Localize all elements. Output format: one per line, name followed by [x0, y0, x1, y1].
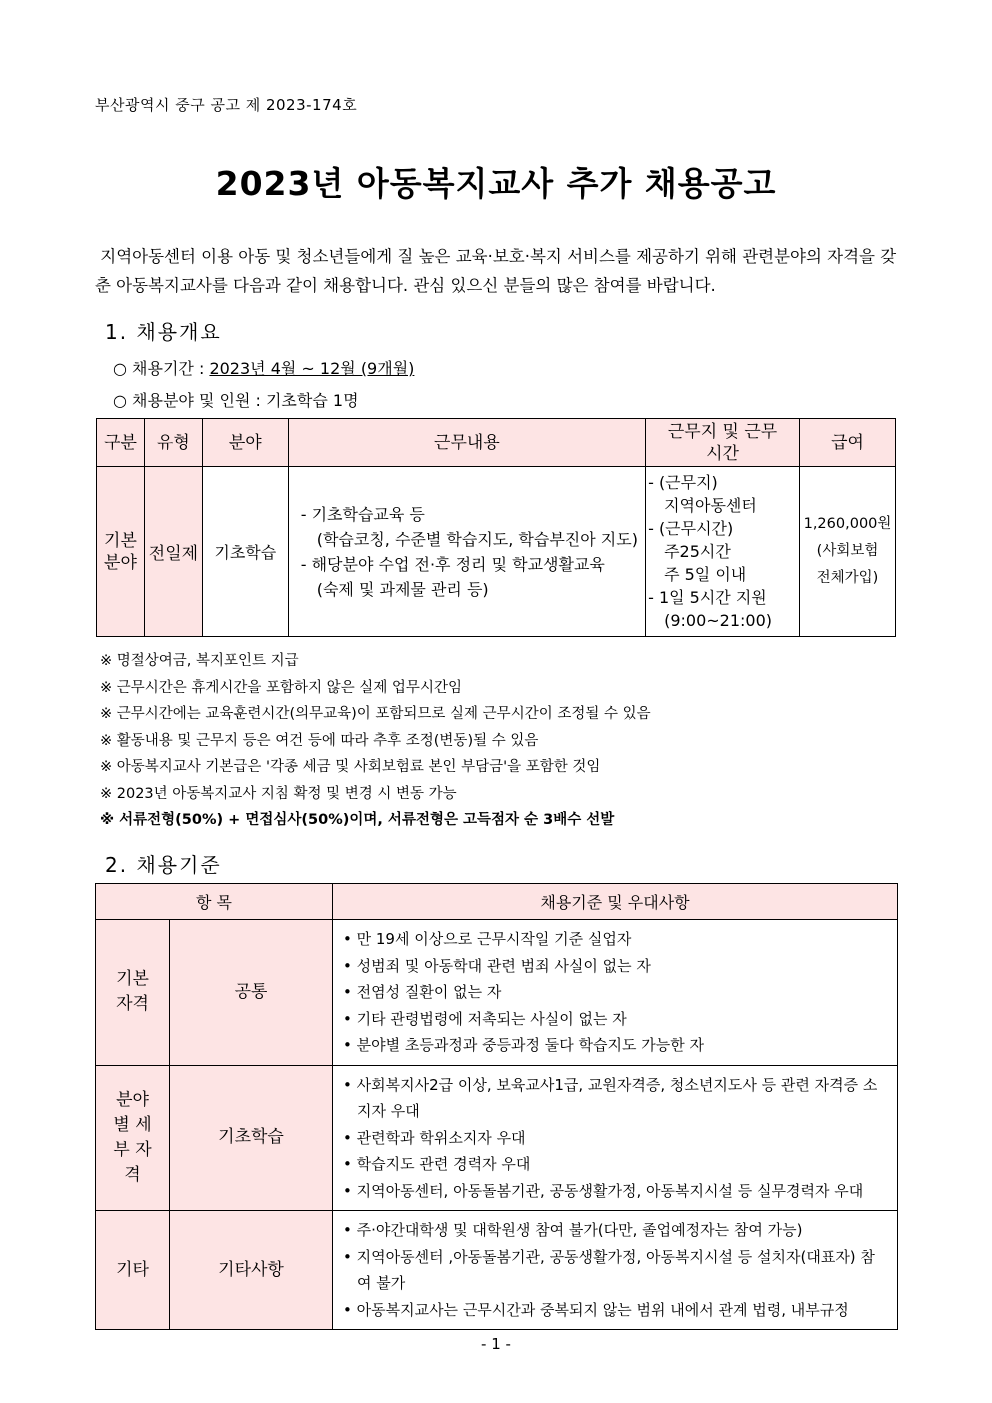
list-item: • 전염성 질환이 없는 자 [343, 983, 502, 1001]
table-row [96, 920, 898, 1066]
note-item: ※ 명절상여금, 복지포인트 지급 [100, 653, 299, 669]
place-line: - (근무시간) [648, 519, 734, 538]
place-line: 주 5일 이내 [664, 565, 747, 584]
page-title: 2023년 아동복지교사 추가 채용공고 [215, 164, 777, 203]
criteria-sub: 기타사항 [170, 1211, 333, 1330]
duty-line: (숙제 및 과제물 관리 등) [316, 579, 489, 599]
table-row [97, 467, 896, 637]
col-header-type: 유형 [144, 419, 202, 467]
group-label: 분야별 세부 자격 [113, 1089, 152, 1185]
note-item: ※ 근무시간에는 교육훈련시간(의무교육)이 포함되므로 실제 근무시간이 조정될 수 있음 [100, 706, 651, 722]
criteria-group [96, 920, 170, 1066]
list-item: • 관련학과 학위소지자 우대 [343, 1128, 526, 1147]
place-line: - 1일 5시간 지원 [648, 588, 767, 607]
criteria-group [96, 1065, 170, 1211]
notice-number: 부산광역시 중구 공고 제 2023-174호 [95, 96, 358, 114]
salary-line: 전체가입) [816, 570, 879, 586]
table-row [96, 1065, 898, 1211]
list-item: • 성범죄 및 아동학대 관련 범죄 사실이 없는 자 [343, 956, 651, 975]
criteria-items [333, 920, 898, 1066]
list-item: • 지역아동센터, 아동돌봄기관, 공동생활가정, 아동복지시설 등 실무경력자 우대 [343, 1181, 864, 1200]
place-line: 주25시간 [664, 542, 731, 561]
recruitment-table [96, 418, 896, 637]
category-text: 기본 분야 [104, 530, 137, 573]
section2-title: 2. 채용기준 [105, 853, 222, 877]
list-item: • 만 19세 이상으로 근무시작일 기준 실업자 [343, 930, 632, 948]
criteria-items [333, 1211, 898, 1330]
col-header-category: 구분 [97, 419, 145, 467]
section1-title: 1. 채용개요 [105, 320, 222, 344]
list-item: • 주·야간대학생 및 대학원생 참여 불가(다만, 졸업예정자는 참여 가능) [343, 1221, 803, 1239]
note-item: ※ 근무시간은 휴게시간을 포함하지 않은 실제 업무시간임 [100, 679, 462, 696]
duty-line: (학습코칭, 수준별 학습지도, 학습부진아 지도) [316, 529, 638, 549]
list-item: • 학습지도 관련 경력자 우대 [343, 1155, 531, 1173]
period-line [113, 356, 414, 379]
place-line: 지역아동센터 [664, 496, 757, 515]
list-item: • 사회복지사2급 이상, 보육교사1급, 교원자격증, 청소년지도사 등 관련 자격증 소지자 우대 [343, 1075, 878, 1120]
salary-line: (사회보험 [816, 543, 879, 559]
cell-type: 전일제 [144, 467, 202, 637]
note-item-bold: ※ 서류전형(50%) + 면접심사(50%)이며, 서류전형은 고득점자 순 3배수 선발 [100, 812, 615, 828]
criteria-table [95, 883, 898, 1330]
salary-line: 1,260,000원 [803, 516, 892, 532]
col-header-duties: 근무내용 [288, 419, 645, 467]
period-label: ○ 채용기간 : [113, 359, 210, 378]
note-item: ※ 2023년 아동복지교사 지침 확정 및 변경 시 변동 가능 [100, 785, 457, 802]
list-item: • 분야별 초등과정과 중등과정 둘다 학습지도 가능한 자 [343, 1036, 705, 1054]
group-label: 기본 자격 [116, 969, 149, 1015]
criteria-group: 기타 [96, 1211, 170, 1330]
note-item: ※ 활동내용 및 근무지 등은 여건 등에 따라 추후 조정(변동)될 수 있음 [100, 732, 539, 749]
cell-duties [288, 467, 645, 637]
place-line: (9:00~21:00) [664, 611, 773, 630]
criteria-header-row [96, 884, 898, 920]
field-line: ○ 채용분야 및 인원 : 기초학습 1명 [113, 391, 359, 410]
period-value: 2023년 4월 ~ 12월 (9개월) [209, 359, 415, 378]
criteria-items [333, 1065, 898, 1211]
col-header-place-time: 근무지 및 근무시간 [646, 419, 800, 467]
criteria-sub: 기초학습 [170, 1065, 333, 1211]
cell-salary [800, 467, 896, 637]
col-header-field: 분야 [202, 419, 288, 467]
col-header-salary: 급여 [800, 419, 896, 467]
cell-field: 기초학습 [202, 467, 288, 637]
cell-category [97, 467, 145, 637]
cell-place-time [646, 467, 800, 637]
page-number: - 1 - [481, 1335, 511, 1353]
list-item: • 아동복지교사는 근무시간과 중복되지 않는 범위 내에서 관계 법령, 내부규정 [343, 1300, 849, 1319]
duty-line: - 해당분야 수업 전·후 정리 및 학교생활교육 [300, 554, 605, 574]
table-header-row [97, 419, 896, 467]
list-item: • 기타 관령법령에 저촉되는 사실이 없는 자 [343, 1009, 627, 1028]
criteria-sub: 공통 [170, 920, 333, 1066]
intro-text: 지역아동센터 이용 아동 및 청소년들에게 질 높은 교육·보호·복지 서비스를 제공하기 위해 관련분야의 자격을 갖춘 아동복지교사를 다음과 같이 채용합니다. 관심 있으신 분들의 많은 참여를 바랍니다. [95, 247, 897, 295]
table-row [96, 1211, 898, 1330]
criteria-header-standard: 채용기준 및 우대사항 [333, 884, 898, 920]
notes-list [100, 648, 651, 834]
list-item: • 지역아동센터 ,아동돌봄기관, 공동생활가정, 아동복지시설 등 설치자(대표자) 참여 불가 [343, 1247, 875, 1292]
intro-paragraph [95, 242, 897, 300]
duty-line: - 기초학습교육 등 [300, 504, 425, 524]
place-line: - (근무지) [648, 473, 718, 492]
note-item: ※ 아동복지교사 기본급은 '각종 세금 및 사회보험료 본인 부담금'을 포함한 것임 [100, 759, 601, 775]
criteria-header-item: 항 목 [96, 884, 333, 920]
